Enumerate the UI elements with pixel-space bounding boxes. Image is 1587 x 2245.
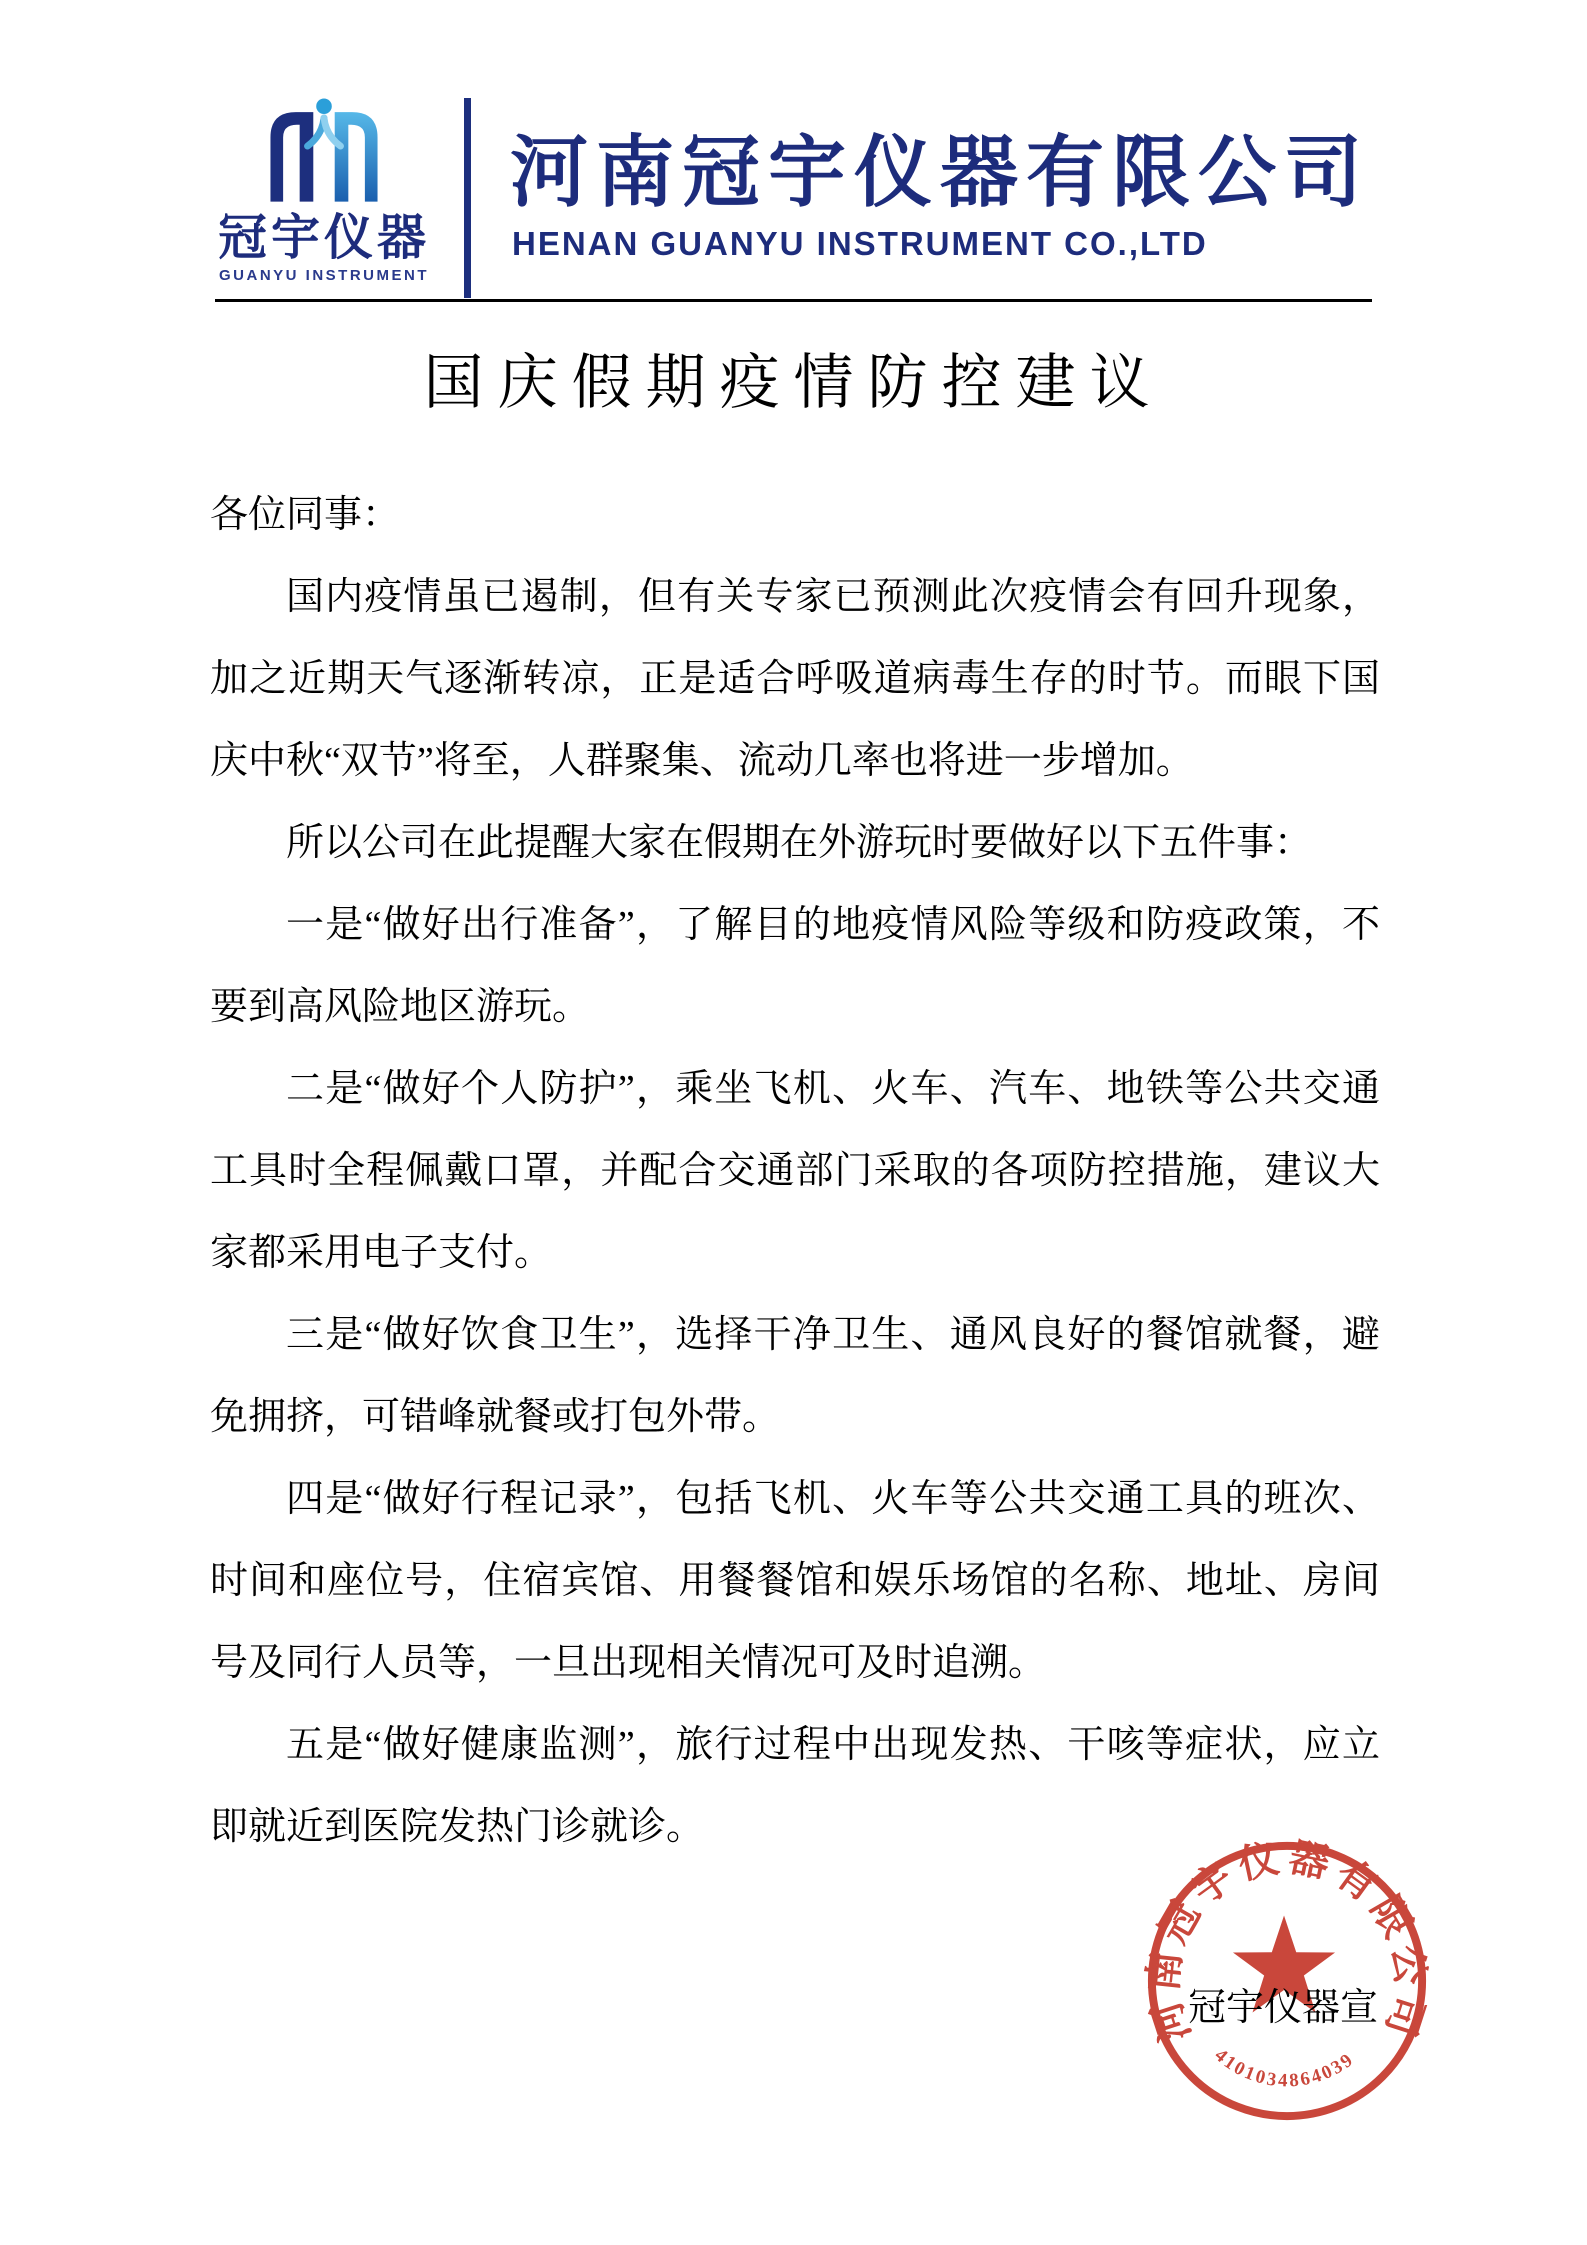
paragraph: 二是“做好个人防护”，乘坐飞机、火车、汽车、地铁等公共交通工具时全程佩戴口罩，并配合交通部门采取的各项防控措施，建议大家都采用电子支付。	[210, 1068, 1380, 1274]
logo-name-cn: 冠宇仪器	[217, 211, 430, 265]
letterhead	[0, 0, 1587, 310]
paragraph: 所以公司在此提醒大家在假期在外游玩时要做好以下五件事：	[286, 822, 1313, 864]
page-title: 国庆假期疫情防控建议	[423, 350, 1164, 416]
issuer-label: 冠宇仪器宣	[1188, 1987, 1379, 2029]
salutation: 各位同事：	[210, 494, 401, 536]
company-seal	[1138, 1832, 1436, 2130]
seal-ring-text: 河南冠宇仪器有限公司	[1141, 1835, 1433, 2048]
company-name-cn: 河南冠宇仪器有限公司	[510, 128, 1371, 216]
header-divider	[464, 98, 471, 298]
paragraph: 五是“做好健康监测”，旅行过程中出现发热、干咳等症状，应立即就近到医院发热门诊就诊。	[210, 1724, 1380, 1848]
paragraph: 三是“做好饮食卫生”，选择干净卫生、通风良好的餐馆就餐，避免拥挤，可错峰就餐或打包外带。	[210, 1314, 1380, 1438]
logo-name-en: GUANYU INSTRUMENT	[219, 267, 429, 284]
company-logo	[213, 92, 435, 286]
seal-serial-number: 4101034864039	[1210, 2044, 1359, 2092]
document-body	[210, 474, 1380, 1868]
header-rule	[215, 299, 1372, 302]
logo-mark-icon	[251, 92, 397, 210]
paragraph: 国内疫情虽已遏制，但有关专家已预测此次疫情会有回升现象，加之近期天气逐渐转凉，正是适合呼吸道病毒生存的时节。而眼下国庆中秋“双节”将至，人群聚集、流动几率也将进一步增加。	[210, 576, 1380, 782]
paragraph: 四是“做好行程记录”，包括飞机、火车等公共交通工具的班次、时间和座位号，住宿宾馆、用餐餐馆和娱乐场馆的名称、地址、房间号及同行人员等，一旦出现相关情况可及时追溯。	[210, 1478, 1380, 1684]
paragraph: 一是“做好出行准备”，了解目的地疫情风险等级和防疫政策，不要到高风险地区游玩。	[210, 904, 1380, 1028]
company-name-en: HENAN GUANYU INSTRUMENT CO.,LTD	[512, 225, 1208, 262]
